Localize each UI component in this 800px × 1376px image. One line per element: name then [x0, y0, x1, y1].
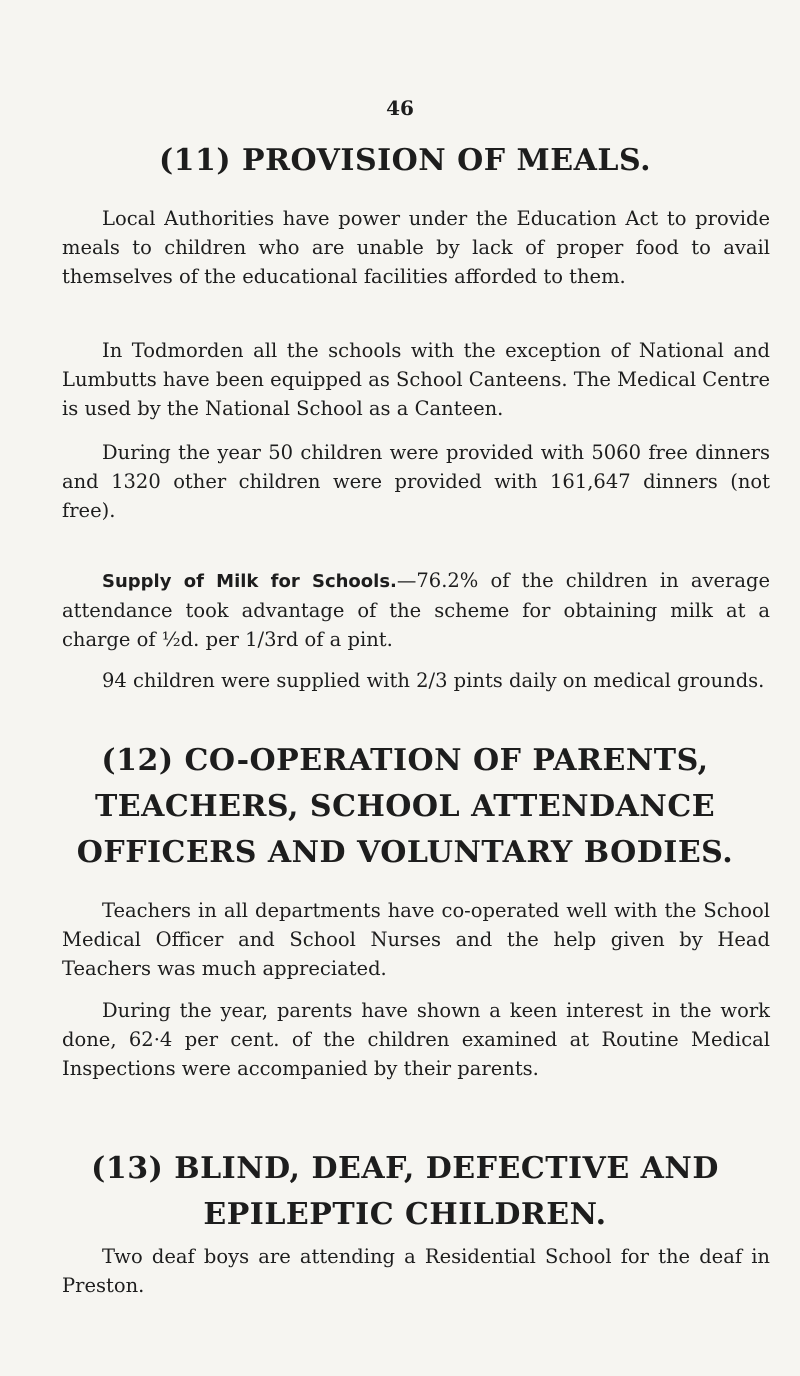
section-11-final-paragraph: 94 children were supplied with 2/3 pints daily on medical grounds.: [102, 669, 765, 692]
section-11-paragraph-2: In Todmorden all the schools with the exception of National and Lumbutts have been equipped as School Canteens. The Medical Centre is used by the National School as a Canteen.: [62, 339, 770, 420]
section-12-paragraph-2: During the year, parents have shown a keen interest in the work done, 62·4 per cent. of the children examined at Routine Medical Inspections were accompanied by their parents.: [62, 999, 770, 1080]
milk-supply-text: —76.2% of the children in average attendance took advantage of the scheme for obtaining milk at a charge of ½d. per 1/3rd of a pint.: [62, 569, 770, 651]
section-13-paragraph-1: Two deaf boys are attending a Residential School for the deaf in Preston.: [62, 1245, 770, 1297]
section-11-paragraph-1: Local Authorities have power under the Education Act to provide meals to children who are unable by lack of proper food to avail themselves of the educational facilities afforded to them.: [62, 207, 770, 288]
section-12-paragraph-1: Teachers in all departments have co-operated well with the School Medical Officer and School Nurses and the help given by Head Teachers was much appreciated.: [62, 899, 770, 980]
section-11-heading: (11) PROVISION OF MEALS.: [158, 143, 652, 178]
section-12-heading-line-1: (12) CO-OPERATION OF PARENTS,: [101, 743, 709, 778]
milk-supply-paragraph: [62, 566, 770, 654]
page-number: 46: [386, 96, 414, 120]
section-12-heading: [40, 738, 770, 876]
section-11-paragraph-3: During the year 50 children were provided with 5060 free dinners and 1320 other children were provided with 161,647 dinners (not free).: [62, 441, 770, 522]
section-12-heading-line-2: TEACHERS, SCHOOL ATTENDANCE: [94, 789, 716, 824]
milk-supply-lead: Supply of Milk for Schools.: [102, 571, 397, 592]
section-12-heading-line-3: OFFICERS AND VOLUNTARY BODIES.: [76, 835, 734, 870]
section-13-heading: [40, 1146, 770, 1238]
section-13-heading-line-1: (13) BLIND, DEAF, DEFECTIVE AND: [91, 1151, 719, 1186]
section-13-heading-line-2: EPILEPTIC CHILDREN.: [203, 1197, 607, 1232]
